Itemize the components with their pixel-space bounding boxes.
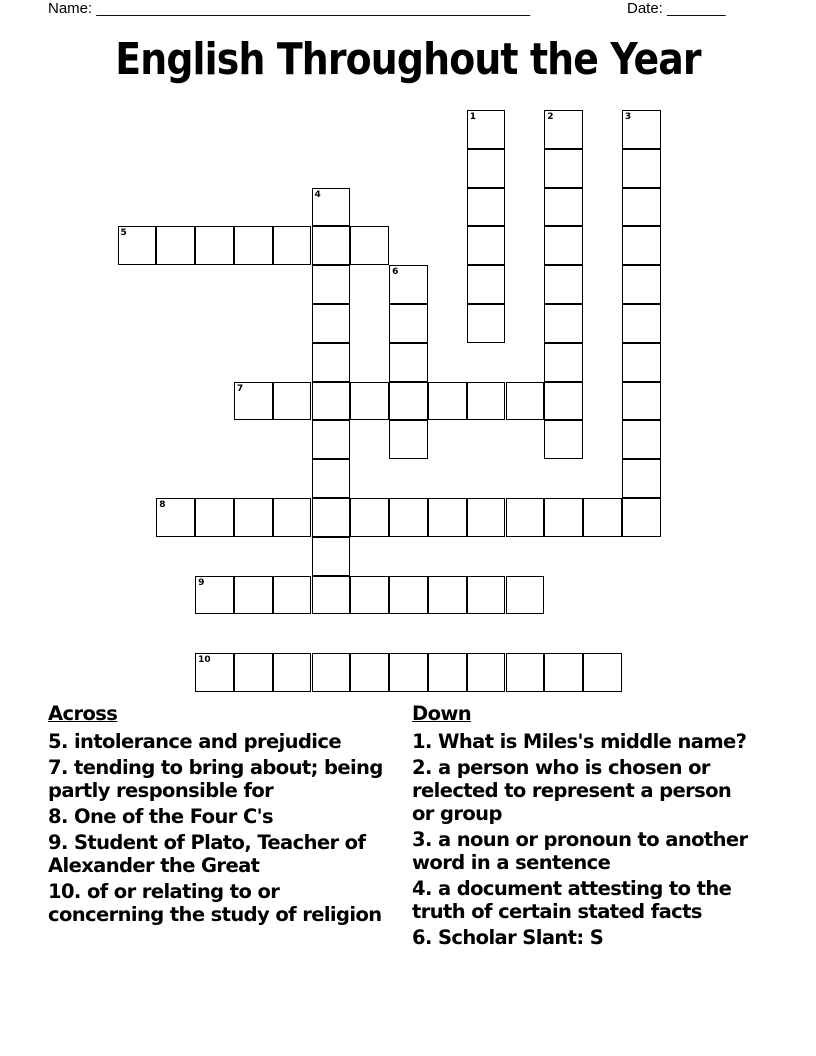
- crossword-cell[interactable]: [312, 265, 351, 304]
- crossword-cell[interactable]: [234, 576, 273, 615]
- page-title: English Throughout the Year: [115, 34, 701, 85]
- crossword-cell[interactable]: [583, 498, 622, 537]
- crossword-cell[interactable]: [428, 653, 467, 692]
- clue-number: 10.: [48, 880, 81, 903]
- clue-across-7: [48, 756, 393, 802]
- crossword-cell[interactable]: [312, 653, 351, 692]
- clue-down-3: [412, 828, 757, 874]
- clue-across-9: [48, 831, 393, 877]
- cell-number: 5: [120, 228, 127, 239]
- cell-number: 7: [236, 383, 244, 394]
- crossword-cell[interactable]: [389, 265, 428, 304]
- crossword-cell[interactable]: [428, 382, 467, 421]
- cell-number: 2: [547, 112, 554, 122]
- crossword-cell[interactable]: [622, 304, 661, 343]
- crossword-cell[interactable]: [389, 576, 428, 615]
- crossword-cell[interactable]: [234, 498, 273, 537]
- cell-number: 10: [198, 655, 211, 666]
- crossword-cell[interactable]: [622, 226, 661, 265]
- crossword-cell[interactable]: [389, 343, 428, 382]
- crossword-cell[interactable]: [622, 265, 661, 304]
- crossword-cell[interactable]: [350, 226, 389, 265]
- crossword-cell[interactable]: [622, 110, 661, 149]
- clue-across-10: [48, 880, 393, 926]
- crossword-cell[interactable]: [273, 382, 312, 421]
- clue-down-4: [412, 877, 757, 923]
- crossword-cell[interactable]: [312, 537, 351, 576]
- crossword-cell[interactable]: [389, 653, 428, 692]
- crossword-cell[interactable]: [506, 382, 545, 421]
- crossword-cell[interactable]: [622, 149, 661, 188]
- crossword-cell[interactable]: [312, 343, 351, 382]
- crossword-cell[interactable]: [622, 459, 661, 498]
- clue-text: a document attesting to the truth of certain stated facts: [412, 877, 732, 923]
- clue-text: of or relating to or concerning the study of religion: [48, 880, 382, 926]
- down-clues: [412, 702, 757, 952]
- clue-number: 4.: [412, 877, 432, 900]
- crossword-cell[interactable]: [312, 498, 351, 537]
- clue-number: 3.: [412, 828, 432, 851]
- crossword-cell[interactable]: [506, 576, 545, 615]
- crossword-cell[interactable]: [350, 382, 389, 421]
- crossword-cell[interactable]: [312, 304, 351, 343]
- clue-text: One of the Four C's: [67, 805, 274, 828]
- crossword-cell[interactable]: [544, 304, 583, 343]
- cell-number: 1: [469, 112, 476, 122]
- clue-across-5: [48, 730, 393, 753]
- across-clues: [48, 702, 393, 929]
- crossword-cell[interactable]: [506, 498, 545, 537]
- crossword-cell[interactable]: [195, 226, 234, 265]
- crossword-cell[interactable]: [273, 653, 312, 692]
- crossword-cell[interactable]: [312, 382, 351, 421]
- crossword-cell[interactable]: [622, 420, 661, 459]
- crossword-cell[interactable]: [544, 149, 583, 188]
- cell-number: 8: [159, 500, 166, 510]
- crossword-cell[interactable]: [234, 226, 273, 265]
- crossword-cell[interactable]: [467, 110, 506, 149]
- clue-text: intolerance and prejudice: [67, 730, 341, 753]
- crossword-cell[interactable]: [118, 226, 157, 265]
- crossword-cell[interactable]: [195, 576, 234, 615]
- down-heading: Down: [412, 702, 472, 725]
- crossword-cell[interactable]: [156, 226, 195, 265]
- crossword-cell[interactable]: [389, 498, 428, 537]
- cell-number: 4: [314, 189, 321, 200]
- crossword-cell[interactable]: [467, 226, 506, 265]
- crossword-cell[interactable]: [389, 304, 428, 343]
- crossword-cell[interactable]: [195, 498, 234, 537]
- clue-down-6: [412, 926, 757, 949]
- crossword-cell[interactable]: [544, 188, 583, 227]
- crossword-cell[interactable]: [506, 653, 545, 692]
- crossword-cell[interactable]: [312, 576, 351, 615]
- crossword-cell[interactable]: [467, 188, 506, 227]
- crossword-cell[interactable]: [544, 110, 583, 149]
- cell-number: 9: [198, 577, 205, 588]
- crossword-cell[interactable]: [544, 265, 583, 304]
- crossword-cell[interactable]: [350, 576, 389, 615]
- crossword-cell[interactable]: [312, 226, 351, 265]
- clue-text: a noun or pronoun to another word in a sentence: [412, 828, 748, 874]
- clue-number: 2.: [412, 756, 432, 779]
- crossword-cell[interactable]: [273, 576, 312, 615]
- crossword-cell[interactable]: [622, 382, 661, 421]
- crossword-cell[interactable]: [312, 188, 351, 227]
- crossword-cell[interactable]: [195, 653, 234, 692]
- crossword-cell[interactable]: [273, 498, 312, 537]
- clue-down-2: [412, 756, 757, 825]
- crossword-cell[interactable]: [234, 653, 273, 692]
- clue-number: 1.: [412, 730, 432, 753]
- date-field[interactable]: Date: _______: [627, 0, 726, 17]
- crossword-cell[interactable]: [389, 382, 428, 421]
- crossword-cell[interactable]: [544, 343, 583, 382]
- crossword-cell[interactable]: [622, 188, 661, 227]
- crossword-cell[interactable]: [544, 226, 583, 265]
- crossword-cell[interactable]: [622, 343, 661, 382]
- crossword-cell[interactable]: [467, 576, 506, 615]
- crossword-cell[interactable]: [467, 265, 506, 304]
- crossword-cell[interactable]: [583, 653, 622, 692]
- clue-down-1: [412, 730, 757, 753]
- crossword-cell[interactable]: [428, 576, 467, 615]
- cell-number: 6: [392, 267, 399, 278]
- crossword-cell[interactable]: [350, 653, 389, 692]
- clue-text: tending to bring about; being partly responsible for: [48, 756, 383, 802]
- clue-number: 9.: [48, 831, 68, 854]
- cell-number: 3: [624, 112, 632, 122]
- clue-number: 6.: [412, 926, 432, 949]
- clue-text: What is Miles's middle name?: [431, 730, 747, 753]
- crossword-cell[interactable]: [544, 420, 583, 459]
- crossword-cell[interactable]: [467, 149, 506, 188]
- crossword-cell[interactable]: [312, 459, 351, 498]
- clue-text: Student of Plato, Teacher of Alexander the Great: [48, 831, 366, 877]
- crossword-cell[interactable]: [467, 653, 506, 692]
- crossword-cell[interactable]: [428, 498, 467, 537]
- across-heading: Across: [48, 702, 118, 725]
- crossword-cell[interactable]: [312, 420, 351, 459]
- crossword-cell[interactable]: [622, 498, 661, 537]
- clue-text: a person who is chosen or relected to represent a person or group: [412, 756, 732, 825]
- clue-number: 7.: [48, 756, 68, 779]
- crossword-cell[interactable]: [389, 420, 428, 459]
- crossword-cell[interactable]: [467, 382, 506, 421]
- clue-text: Scholar Slant: S: [431, 926, 604, 949]
- clue-number: 5.: [48, 730, 68, 753]
- crossword-cell[interactable]: [467, 304, 506, 343]
- clue-number: 8.: [48, 805, 68, 828]
- crossword-cell[interactable]: [234, 382, 273, 421]
- clue-across-8: [48, 805, 393, 828]
- crossword-cell[interactable]: [156, 498, 195, 537]
- crossword-cell[interactable]: [544, 498, 583, 537]
- crossword-cell[interactable]: [350, 498, 389, 537]
- crossword-cell[interactable]: [544, 653, 583, 692]
- crossword-cell[interactable]: [544, 382, 583, 421]
- crossword-cell[interactable]: [467, 498, 506, 537]
- crossword-cell[interactable]: [273, 226, 312, 265]
- name-field[interactable]: Name: ____________________________________________________: [48, 0, 531, 17]
